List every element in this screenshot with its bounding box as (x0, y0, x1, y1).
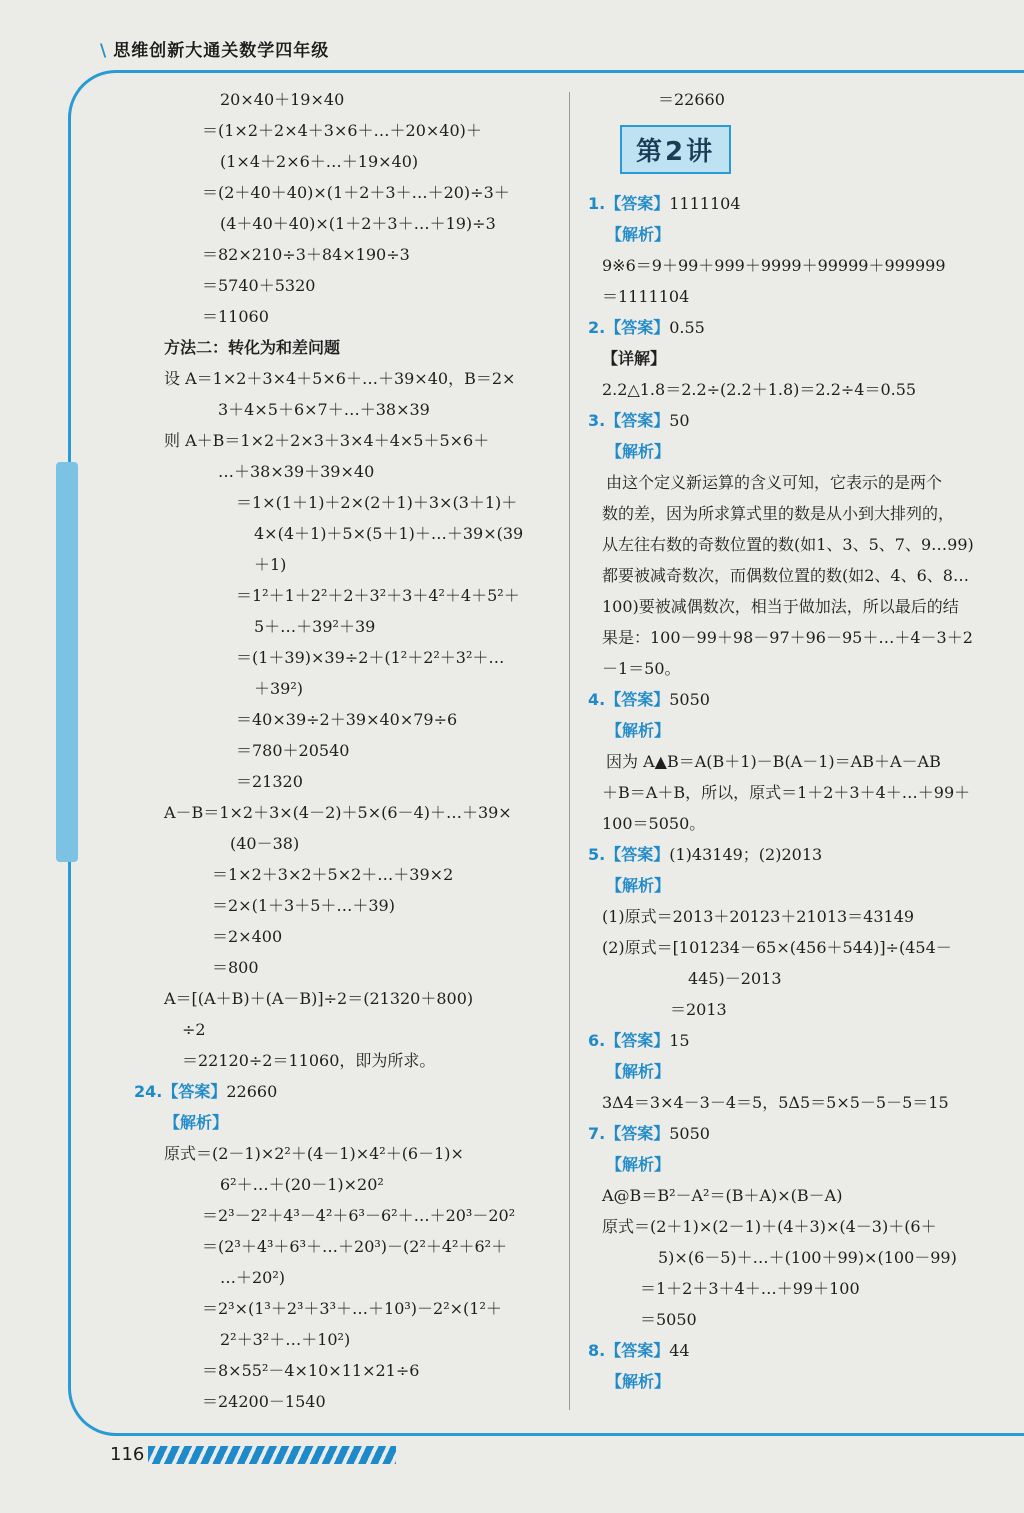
text-line (588, 653, 1008, 684)
line-content: 都要被减奇数次，而偶数位置的数(如2、4、6、8… (602, 566, 969, 585)
line-content: ＝1²＋1＋2²＋2＋3²＋3＋4²＋4＋5²＋ (236, 586, 520, 605)
answer-tag: 【答案】 (605, 318, 670, 337)
text-line (588, 374, 1008, 405)
text-line (130, 332, 562, 363)
header-slash-mark: \ (100, 41, 108, 61)
line-content: ＝8×55²－4×10×11×21÷6 (202, 1361, 420, 1380)
line-content: ＋B＝A＋B，所以，原式＝1＋2＋3＋4＋…＋99＋ (602, 783, 971, 802)
text-line (588, 219, 1008, 250)
text-line (130, 487, 562, 518)
line-content: ＝(2³＋4³＋6³＋…＋20³)－(2²＋4²＋6²＋ (202, 1237, 508, 1256)
answer-tag: 【答案】 (605, 845, 670, 864)
line-content: (1)原式＝2013＋20123＋21013＝43149 (602, 907, 915, 926)
footer-stripe-decoration (148, 1446, 396, 1464)
line-content: ＝2³－2²＋4³－4²＋6³－6²＋…＋20³－20² (202, 1206, 516, 1225)
line-content: 2²＋3²＋…＋10²) (220, 1330, 351, 1349)
line-content: (4＋40＋40)×(1＋2＋3＋…＋19)÷3 (220, 214, 496, 233)
line-content: 果是：100－99＋98－97＋96－95＋…＋4－3＋2 (602, 628, 973, 647)
question-number: 2. (588, 318, 606, 337)
text-line (588, 560, 1008, 591)
line-content: 5＋…＋39²＋39 (254, 617, 376, 636)
text-line (588, 932, 1008, 963)
line-content: 50 (669, 411, 690, 430)
line-content: ＝(1＋39)×39÷2＋(1²＋2²＋3²＋… (236, 648, 505, 667)
line-content: ＋39²) (254, 679, 304, 698)
text-line (130, 1107, 562, 1138)
line-content: ＝5050 (640, 1310, 697, 1329)
text-line (588, 870, 1008, 901)
line-content: ＝2×(1＋3＋5＋…＋39) (212, 896, 395, 915)
text-line (588, 529, 1008, 560)
line-content: ＝11060 (202, 307, 269, 326)
text-line (130, 1293, 562, 1324)
line-content: 22660 (226, 1082, 278, 1101)
text-line (588, 746, 1008, 777)
answer-tag: 【解析】 (606, 225, 671, 244)
line-content: 3Δ4＝3×4－3－4＝5，5Δ5＝5×5－5－5＝15 (602, 1093, 949, 1112)
text-line (130, 394, 562, 425)
text-line (130, 580, 562, 611)
running-header (100, 36, 329, 61)
line-content: 4×(4＋1)＋5×(5＋1)＋…＋39×(39 (254, 524, 524, 543)
line-content: ＝21320 (236, 772, 303, 791)
line-content: …＋20²) (220, 1268, 286, 1287)
text-line (130, 239, 562, 270)
line-content: ＝82×210÷3＋84×190÷3 (202, 245, 410, 264)
answer-tag: 【答案】 (605, 1124, 670, 1143)
text-line (588, 839, 1008, 870)
text-line (130, 1200, 562, 1231)
text-line (130, 177, 562, 208)
text-line (130, 1386, 562, 1417)
line-content: ÷2 (182, 1020, 206, 1039)
text-line (588, 622, 1008, 653)
answer-tag: 【解析】 (164, 1113, 229, 1132)
text-line (130, 1324, 562, 1355)
right-column (588, 84, 1008, 1397)
text-line (588, 1149, 1008, 1180)
answer-tag: 【解析】 (606, 721, 671, 740)
text-line (130, 1045, 562, 1076)
line-content: －1＝50。 (602, 659, 681, 678)
text-line (130, 84, 562, 115)
text-line (588, 436, 1008, 467)
text-line (588, 1118, 1008, 1149)
text-line (588, 498, 1008, 529)
text-line (588, 1304, 1008, 1335)
line-content: ＝2³×(1³＋2³＋3³＋…＋10³)－2²×(1²＋ (202, 1299, 502, 1318)
text-line (130, 983, 562, 1014)
text-line (130, 890, 562, 921)
line-content: ＝1×2＋3×2＋5×2＋…＋39×2 (212, 865, 454, 884)
line-content: 2.2△1.8＝2.2÷(2.2＋1.8)＝2.2÷4＝0.55 (602, 380, 917, 399)
text-line (130, 1014, 562, 1045)
text-line (588, 715, 1008, 746)
line-content: 因为 A▲B＝A(B＋1)－B(A－1)＝AB＋A－AB (606, 752, 941, 771)
line-content: 445)－2013 (688, 969, 782, 988)
line-content: ＝24200－1540 (202, 1392, 326, 1411)
text-line (588, 1366, 1008, 1397)
line-content: A－B＝1×2＋3×(4－2)＋5×(6－4)＋…＋39× (164, 803, 512, 822)
text-line (588, 1335, 1008, 1366)
text-line (588, 1025, 1008, 1056)
text-line (130, 146, 562, 177)
line-content: 由这个定义新运算的含义可知，它表示的是两个 (606, 473, 943, 492)
column-divider (569, 92, 570, 1410)
question-number: 1. (588, 194, 606, 213)
line-content: 9※6＝9＋99＋999＋9999＋99999＋999999 (602, 256, 946, 275)
line-content: …＋38×39＋39×40 (218, 462, 375, 481)
text-line (130, 208, 562, 239)
line-content: 1111104 (669, 194, 741, 213)
text-line (130, 859, 562, 890)
line-content: A＝[(A＋B)＋(A－B)]÷2＝(21320＋800) (164, 989, 474, 1008)
line-content: ＝5740＋5320 (202, 276, 316, 295)
side-tab (56, 462, 78, 862)
text-line (588, 684, 1008, 715)
answer-tag: 【解析】 (606, 1372, 671, 1391)
text-line (130, 1169, 562, 1200)
text-line (130, 1355, 562, 1386)
text-line (588, 312, 1008, 343)
text-line (130, 363, 562, 394)
text-line (588, 1211, 1008, 1242)
line-content: ＋1) (254, 555, 287, 574)
text-line (130, 952, 562, 983)
continued-result: ＝22660 (658, 90, 725, 109)
line-content: ＝22120÷2＝11060，即为所求。 (182, 1051, 436, 1070)
answer-tag: 【答案】 (162, 1082, 227, 1101)
text-line (130, 425, 562, 456)
text-line (588, 1087, 1008, 1118)
question-number: 5. (588, 845, 606, 864)
line-content: ＝1×(1＋1)＋2×(2＋1)＋3×(3＋1)＋ (236, 493, 518, 512)
question-number: 3. (588, 411, 606, 430)
answer-tag: 【解析】 (606, 1062, 671, 1081)
line-content: (2)原式＝[101234－65×(456＋544)]÷(454－ (602, 938, 952, 957)
question-number: 7. (588, 1124, 606, 1143)
line-content: 100)要被减偶数次，相当于做加法，所以最后的结 (602, 597, 959, 616)
text-line (130, 642, 562, 673)
question-number: 4. (588, 690, 606, 709)
line-content: 100＝5050。 (602, 814, 706, 833)
line-content: 15 (669, 1031, 690, 1050)
line-content: 3＋4×5＋6×7＋…＋38×39 (218, 400, 430, 419)
text-line (588, 1273, 1008, 1304)
line-content: 0.55 (669, 318, 705, 337)
line-content: ＝780＋20540 (236, 741, 350, 760)
question-number: 8. (588, 1341, 606, 1360)
line-content: 6²＋…＋(20－1)×20² (220, 1175, 384, 1194)
line-content: 方法二：转化为和差问题 (164, 338, 341, 357)
text-line (130, 301, 562, 332)
text-line (130, 611, 562, 642)
text-line (130, 766, 562, 797)
answer-tag: 【答案】 (605, 411, 670, 430)
text-line (130, 1076, 562, 1107)
text-line (588, 281, 1008, 312)
answer-tag: 【答案】 (605, 194, 670, 213)
text-line (130, 797, 562, 828)
text-line (588, 1056, 1008, 1087)
line-content: 5050 (669, 690, 710, 709)
text-line (588, 1242, 1008, 1273)
line-content: 原式＝(2＋1)×(2－1)＋(4＋3)×(4－3)＋(6＋ (602, 1217, 937, 1236)
text-line (130, 673, 562, 704)
line-content: (1×4＋2×6＋…＋19×40) (220, 152, 419, 171)
line-content: (40－38) (230, 834, 300, 853)
text-line (588, 467, 1008, 498)
text-line (130, 828, 562, 859)
question-number: 6. (588, 1031, 606, 1050)
answer-tag: 【答案】 (605, 1031, 670, 1050)
text-line (588, 994, 1008, 1025)
line-content: 从左往右数的奇数位置的数(如1、3、5、7、9…99) (602, 535, 974, 554)
text-line (130, 1231, 562, 1262)
text-line (130, 735, 562, 766)
lecture-answers (588, 188, 1008, 1397)
text-line (130, 1262, 562, 1293)
line-content: ＝40×39÷2＋39×40×79÷6 (236, 710, 458, 729)
answer-tag: 【解析】 (606, 876, 671, 895)
line-content: ＝1111104 (602, 287, 690, 306)
text-line (130, 921, 562, 952)
line-content: 则 A＋B＝1×2＋2×3＋3×4＋4×5＋5×6＋ (164, 431, 490, 450)
text-line (588, 250, 1008, 281)
line-content: 【详解】 (602, 349, 667, 368)
text-line (588, 808, 1008, 839)
text-line (130, 549, 562, 580)
text-line (130, 115, 562, 146)
line-content: 数的差，因为所求算式里的数是从小到大排列的， (602, 504, 955, 523)
text-line (588, 343, 1008, 374)
question-number: 24. (134, 1082, 163, 1101)
answer-tag: 【答案】 (605, 1341, 670, 1360)
line-content: ＝2×400 (212, 927, 283, 946)
answer-tag: 【答案】 (605, 690, 670, 709)
line-content: 44 (669, 1341, 690, 1360)
left-column (130, 84, 562, 1417)
text-line (588, 591, 1008, 622)
book-title: 思维创新大通关数学四年级 (113, 41, 330, 61)
text-line (588, 901, 1008, 932)
line-content: ＝1＋2＋3＋4＋…＋99＋100 (640, 1279, 860, 1298)
text-line (130, 456, 562, 487)
text-line (588, 1180, 1008, 1211)
line-content: 原式＝(2－1)×2²＋(4－1)×4²＋(6－1)× (164, 1144, 464, 1163)
line-content: A@B＝B²－A²＝(B＋A)×(B－A) (602, 1186, 843, 1205)
text-line (588, 777, 1008, 808)
text-line (588, 405, 1008, 436)
line-content: 设 A＝1×2＋3×4＋5×6＋…＋39×40，B＝2× (164, 369, 516, 388)
text-line (588, 188, 1008, 219)
line-content: ＝(1×2＋2×4＋3×6＋…＋20×40)＋ (202, 121, 482, 140)
text-line (130, 518, 562, 549)
line-content: 5)×(6－5)＋…＋(100＋99)×(100－99) (658, 1248, 957, 1267)
line-content: ＝(2＋40＋40)×(1＋2＋3＋…＋20)÷3＋ (202, 183, 510, 202)
line-content: ＝800 (212, 958, 259, 977)
line-content: 5050 (669, 1124, 710, 1143)
line-content: (1)43149；(2)2013 (669, 845, 823, 864)
text-line (588, 963, 1008, 994)
line-content: 20×40＋19×40 (220, 90, 345, 109)
line-content: ＝2013 (670, 1000, 727, 1019)
page-number: 116 (110, 1444, 145, 1465)
text-line (130, 270, 562, 301)
text-line (130, 1138, 562, 1169)
text-line (130, 704, 562, 735)
lecture-title: 第2讲 (620, 125, 731, 174)
answer-tag: 【解析】 (606, 1155, 671, 1174)
answer-tag: 【解析】 (606, 442, 671, 461)
